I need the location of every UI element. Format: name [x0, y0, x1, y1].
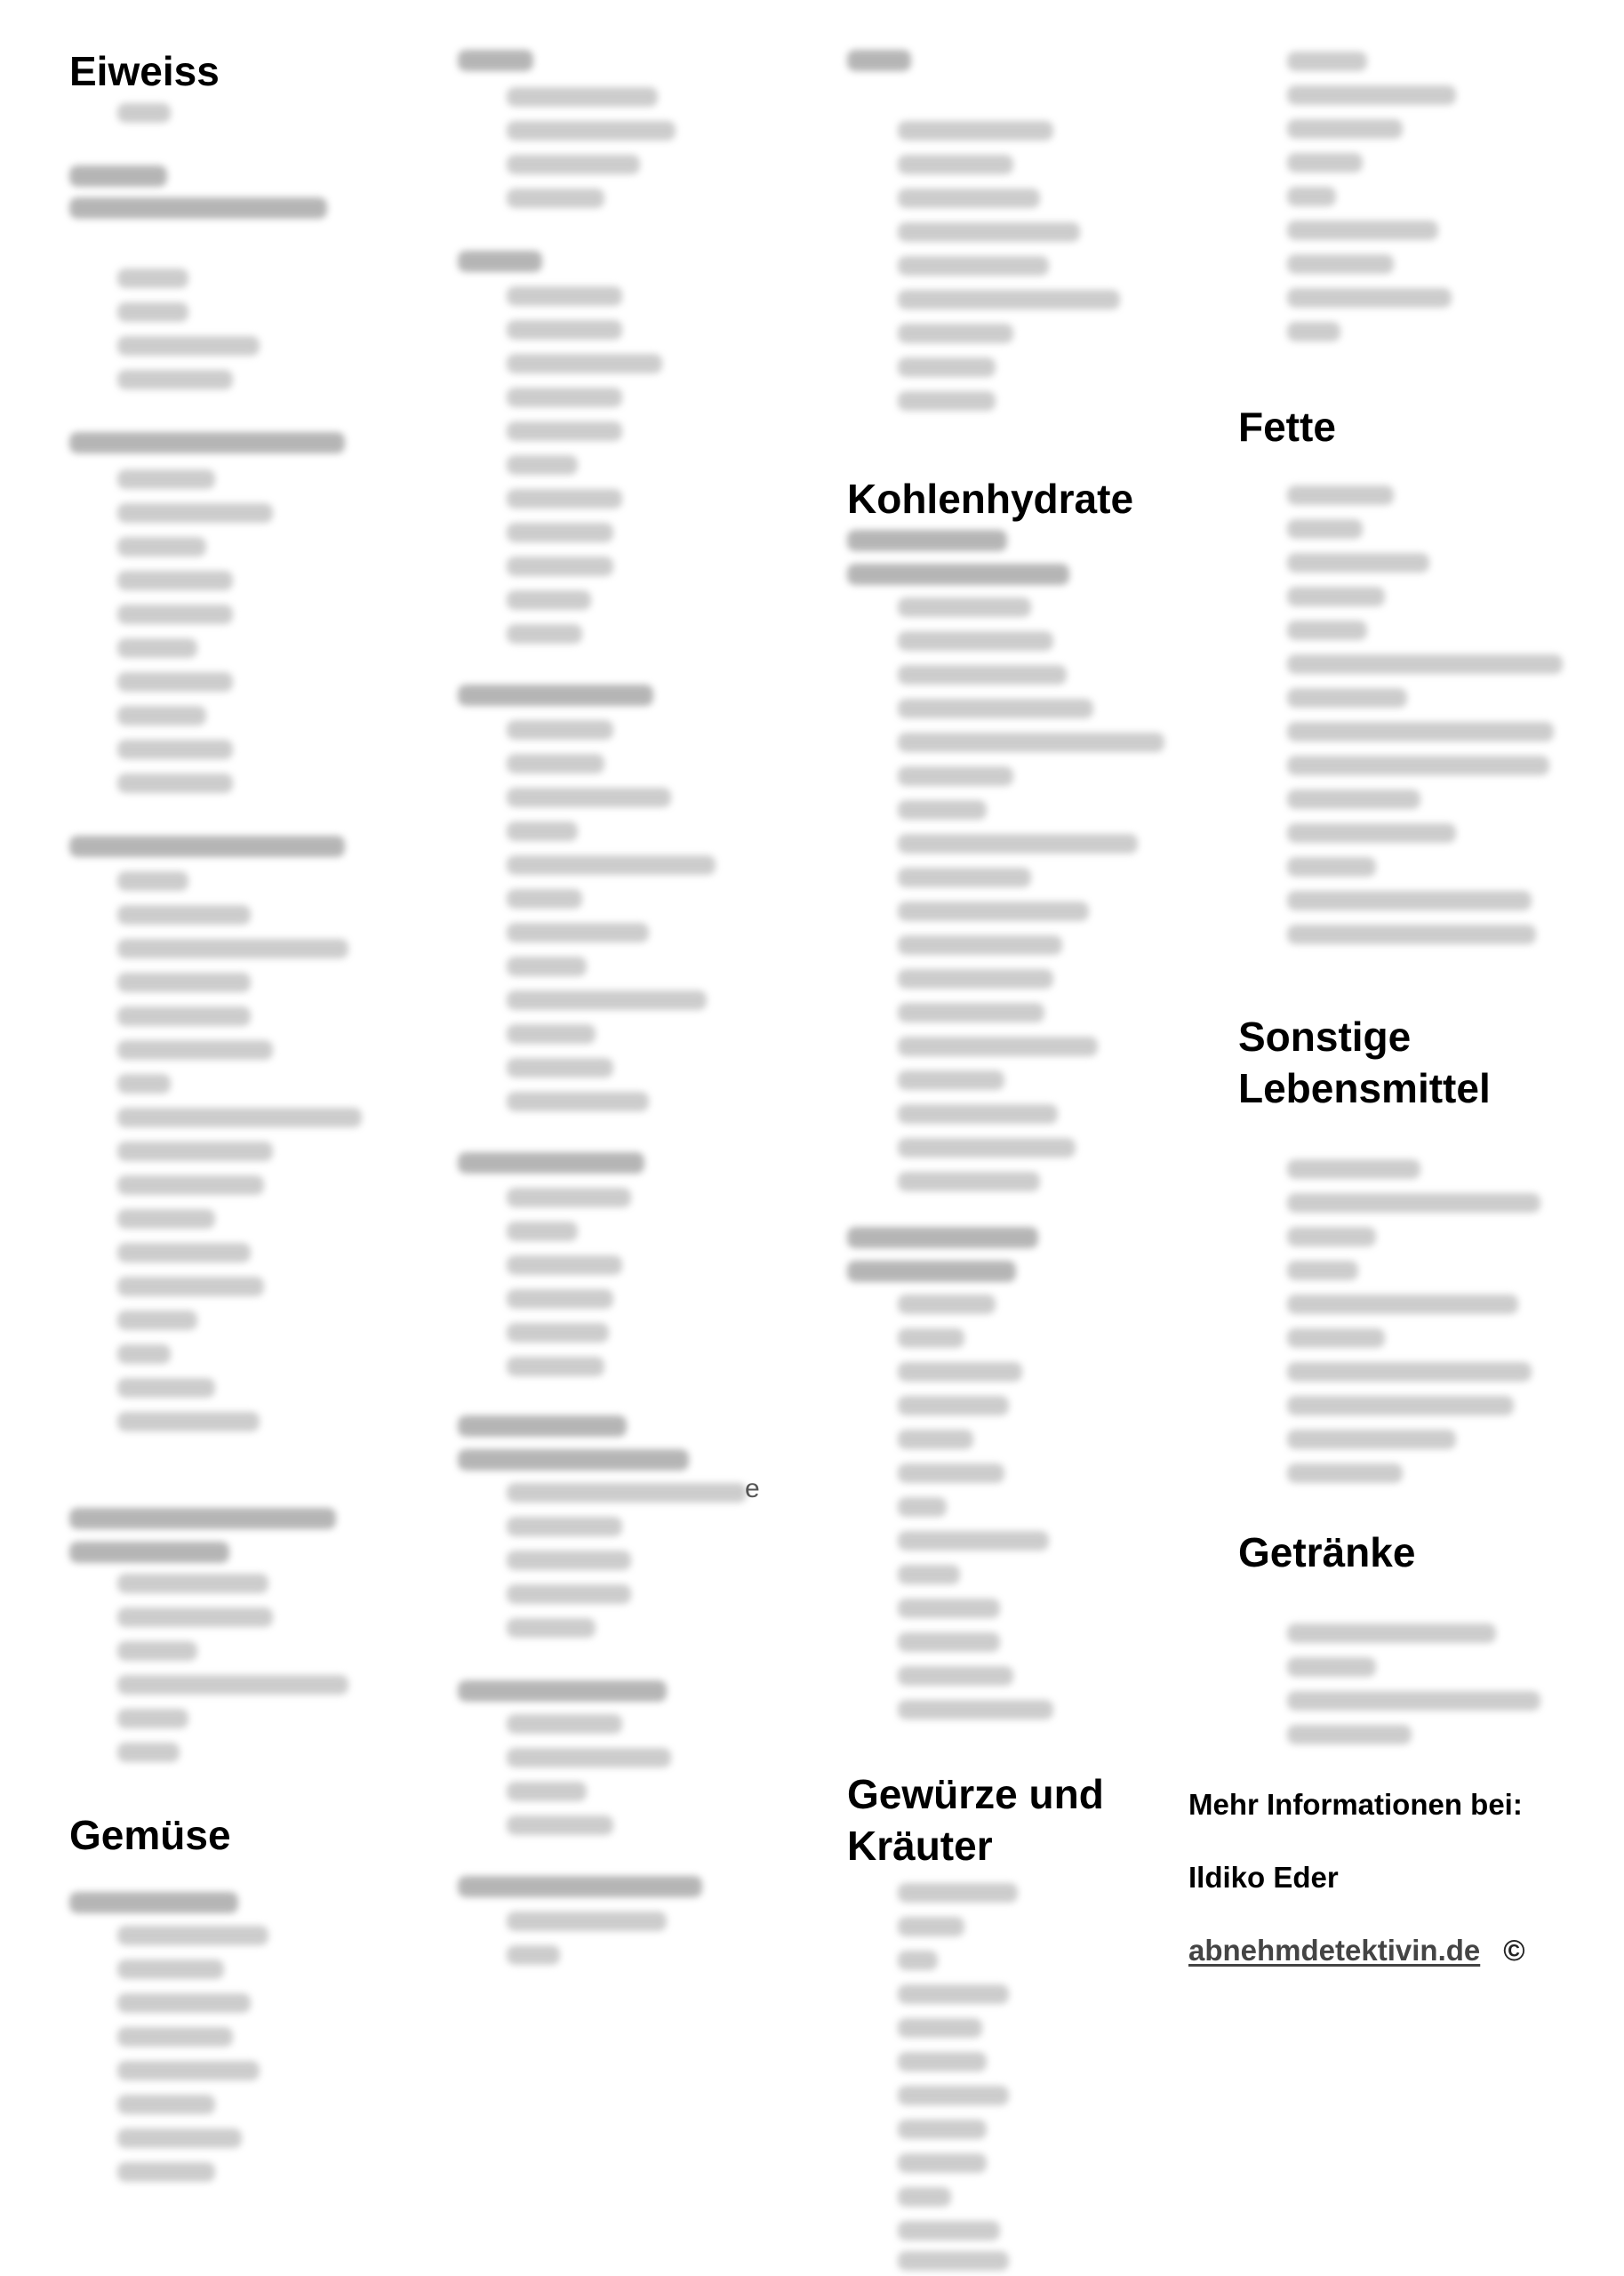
author-name: Ildiko Eder	[1188, 1861, 1339, 1894]
info-label: Mehr Informationen bei:	[1188, 1788, 1523, 1821]
heading-sonstige-line2: Lebensmittel	[1238, 1065, 1491, 1111]
stray-glyph: e	[745, 1474, 760, 1503]
heading-gemuese: Gemüse	[69, 1812, 231, 1858]
copyright-symbol: ©	[1503, 1934, 1525, 1967]
website-link[interactable]: abnehmdetektivin.de	[1188, 1934, 1481, 1967]
heading-sonstige-line1: Sonstige	[1238, 1014, 1412, 1060]
website-line	[1188, 1933, 1525, 1968]
heading-gewuerze-line1: Gewürze und	[847, 1771, 1104, 1817]
heading-getraenke: Getränke	[1238, 1529, 1416, 1575]
heading-fette: Fette	[1238, 404, 1336, 450]
heading-gewuerze-line2: Kräuter	[847, 1823, 993, 1869]
heading-kohlenhydrate: Kohlenhydrate	[847, 476, 1134, 522]
heading-eiweiss: Eiweiss	[69, 48, 220, 94]
